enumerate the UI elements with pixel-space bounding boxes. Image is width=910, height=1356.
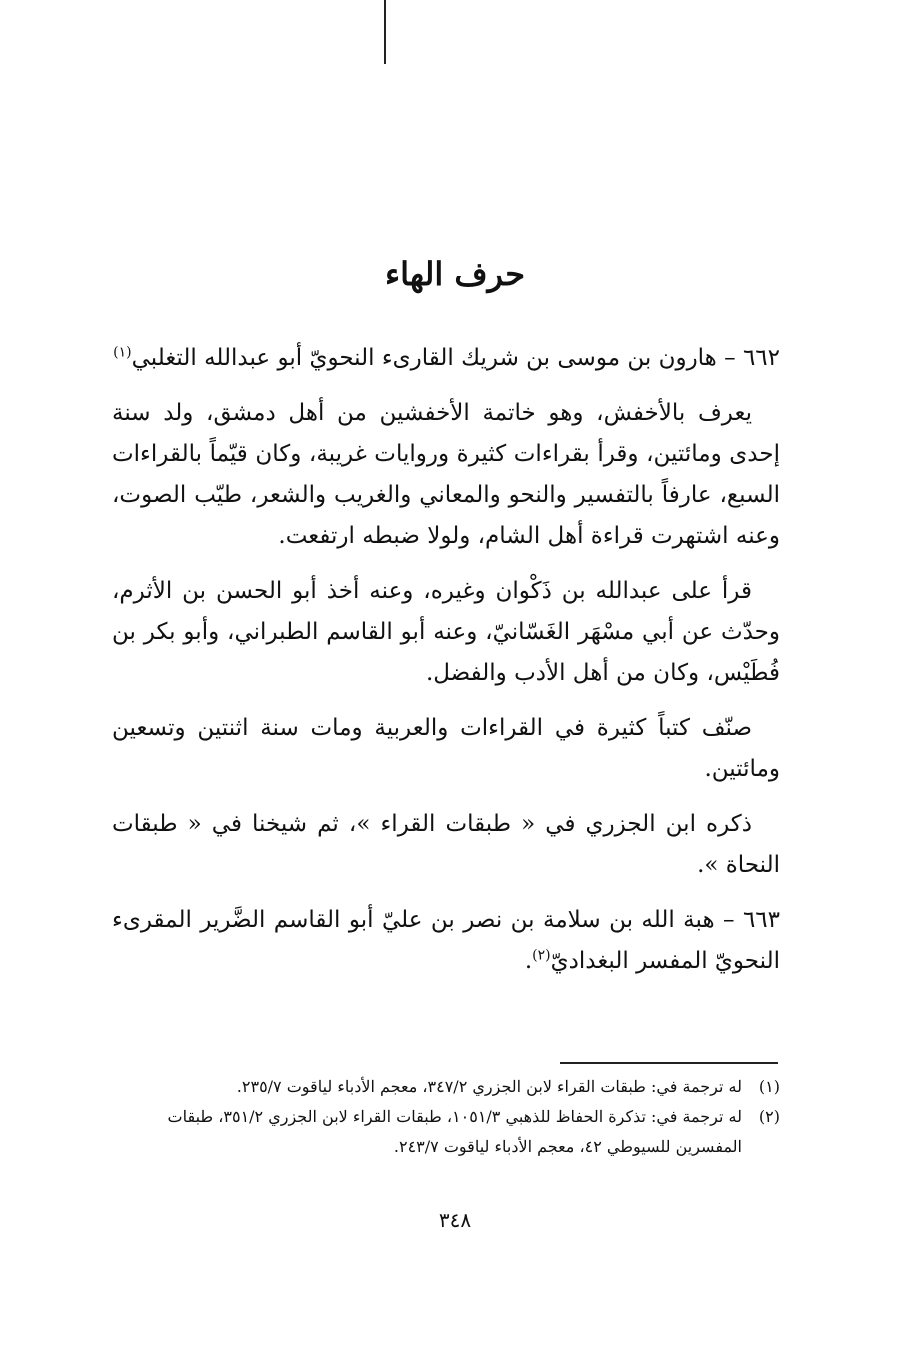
- footnotes: [150, 1072, 780, 1162]
- entry-heading: [112, 338, 780, 379]
- footnote-ref[interactable]: (٢): [532, 947, 551, 964]
- footnote-divider: [560, 1062, 778, 1064]
- main-text: [112, 338, 780, 996]
- scan-margin-line: [384, 0, 386, 64]
- footnote-text: له ترجمة في: طبقات القراء لابن الجزري ٣٤٧/٢، معجم الأدباء لياقوت ٢٣٥/٧.: [236, 1077, 742, 1096]
- entry-paragraph: صنّف كتباً كثيرة في القراءات والعربية ومات سنة اثنتين وتسعين ومائتين.: [112, 715, 780, 782]
- footnote: [150, 1072, 780, 1102]
- entry-paragraph: قرأ على عبدالله بن ذَكْوان وغيره، وعنه أخذ أبو الحسن بن الأثرم، وحدّث عن أبي مسْهَر الغَسّانيّ، وعنه أبو القاسم الطبراني، وأبو بكر بن فُطَيْس، وكان من أهل الأدب والفضل.: [112, 578, 780, 686]
- chapter-title: حرف الهاء: [385, 255, 525, 293]
- page-number: ٣٤٨: [438, 1208, 472, 1232]
- entry-heading-tail: .: [524, 948, 533, 974]
- entry-heading: [112, 900, 780, 982]
- footnote: [150, 1102, 780, 1162]
- footnote-mark: (٢): [758, 1107, 780, 1126]
- footnote-ref[interactable]: (١): [113, 344, 132, 361]
- footnote-text: له ترجمة في: تذكرة الحفاظ للذهبي ١٠٥١/٣، طبقات القراء لابن الجزري ٣٥١/٢، طبقات المفسرين للسيوطي ٤٢، معجم الأدباء لياقوت ٢٤٣/٧.: [167, 1107, 742, 1156]
- entry-heading-text: ٦٦٣ – هبة الله بن سلامة بن نصر بن عليّ أبو القاسم الضَّرير المقرىء النحويّ المفسر البغداديّ: [112, 907, 780, 974]
- entry-paragraph: ذكره ابن الجزري في « طبقات القراء »، ثم شيخنا في « طبقات النحاة ».: [112, 811, 780, 878]
- footnote-mark: (١): [758, 1077, 780, 1096]
- entry-heading-text: ٦٦٢ – هارون بن موسى بن شريك القارىء النحويّ أبو عبدالله التغلبي: [131, 345, 780, 371]
- entry-paragraph: يعرف بالأخفش، وهو خاتمة الأخفشين من أهل دمشق، ولد سنة إحدى ومائتين، وقرأ بقراءات كثيرة وروايات غريبة، وكان قيّماً بالقراءات السبع، عارفاً بالتفسير والنحو والمعاني والغريب والشعر، طيّب الصوت، وعنه اشتهرت قراءة أهل الشام، ولولا ضبطه ارتفعت.: [112, 400, 780, 549]
